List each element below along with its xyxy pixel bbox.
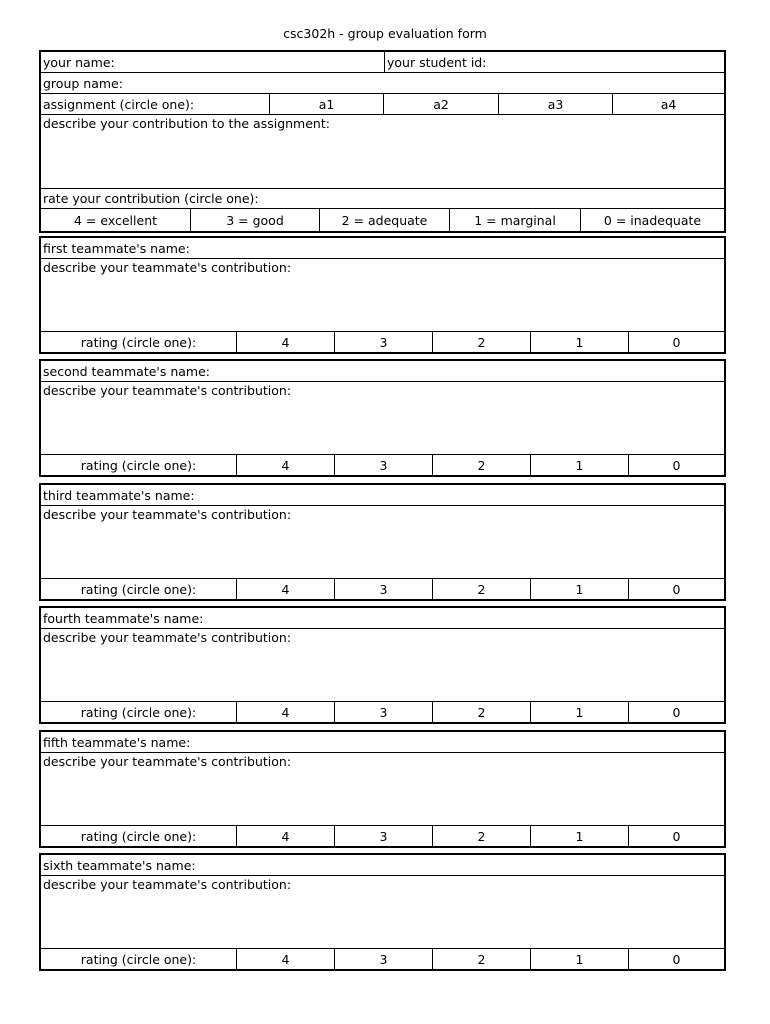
teammate-name-field[interactable]: fifth teammate's name:: [43, 734, 191, 750]
teammate-section-3: [39, 483, 726, 601]
rating-option-3[interactable]: 3: [334, 332, 432, 352]
rating-option-3[interactable]: 3: [334, 949, 432, 969]
teammate-name-field[interactable]: sixth teammate's name:: [43, 857, 196, 873]
rating-option-2[interactable]: 2: [432, 579, 530, 599]
rating-option-0[interactable]: 0: [628, 702, 724, 722]
rating-option-4[interactable]: 4: [236, 579, 334, 599]
teammate-rating-row: [41, 332, 724, 352]
teammate-name-field[interactable]: third teammate's name:: [43, 487, 195, 503]
teammate-describe-label: describe your teammate's contribution:: [43, 507, 292, 522]
assignment-label: assignment (circle one):: [43, 96, 195, 112]
rating-option-4[interactable]: 4: [236, 826, 334, 846]
self-rating-option-3[interactable]: 3 = good: [190, 209, 319, 231]
rate-label-row: [41, 189, 724, 209]
teammate-describe-area[interactable]: [41, 259, 724, 332]
teammate-describe-area[interactable]: [41, 753, 724, 826]
rating-option-0[interactable]: 0: [628, 332, 724, 352]
teammate-name-field[interactable]: second teammate's name:: [43, 363, 210, 379]
teammate-rating-row: [41, 826, 724, 846]
name-row: [41, 52, 724, 73]
teammate-describe-label: describe your teammate's contribution:: [43, 630, 292, 645]
rating-option-3[interactable]: 3: [334, 455, 432, 475]
teammate-section-1: [39, 236, 726, 354]
assignment-option-a2[interactable]: a2: [383, 94, 498, 114]
assignment-option-a4[interactable]: a4: [612, 94, 724, 114]
teammate-describe-label: describe your teammate's contribution:: [43, 877, 292, 892]
teammate-describe-area[interactable]: [41, 506, 724, 579]
rating-option-1[interactable]: 1: [530, 949, 628, 969]
rating-option-1[interactable]: 1: [530, 455, 628, 475]
rating-option-0[interactable]: 0: [628, 949, 724, 969]
teammate-name-field[interactable]: first teammate's name:: [43, 240, 190, 256]
self-describe-area[interactable]: [41, 115, 724, 189]
teammate-name-field[interactable]: fourth teammate's name:: [43, 610, 204, 626]
assignment-option-a1[interactable]: a1: [269, 94, 383, 114]
student-id-field[interactable]: your student id:: [384, 52, 724, 72]
assignment-row: [41, 94, 724, 115]
teammate-describe-label: describe your teammate's contribution:: [43, 260, 292, 275]
rating-option-2[interactable]: 2: [432, 455, 530, 475]
rating-option-0[interactable]: 0: [628, 455, 724, 475]
rating-label: rating (circle one):: [80, 581, 197, 597]
assignment-option-a3[interactable]: a3: [498, 94, 612, 114]
group-row: [41, 73, 724, 94]
rating-option-4[interactable]: 4: [236, 455, 334, 475]
form-title: csc302h - group evaluation form: [283, 26, 487, 41]
teammate-describe-label: describe your teammate's contribution:: [43, 383, 292, 398]
self-rating-option-0[interactable]: 0 = inadequate: [580, 209, 724, 231]
rating-option-3[interactable]: 3: [334, 579, 432, 599]
rating-option-2[interactable]: 2: [432, 826, 530, 846]
teammate-rating-row: [41, 949, 724, 969]
teammate-describe-area[interactable]: [41, 382, 724, 455]
teammate-section-5: [39, 730, 726, 848]
teammate-rating-row: [41, 702, 724, 722]
self-describe-label: describe your contribution to the assignment:: [43, 116, 330, 131]
self-rating-option-4[interactable]: 4 = excellent: [73, 212, 158, 228]
rating-option-2[interactable]: 2: [432, 949, 530, 969]
rating-option-2[interactable]: 2: [432, 702, 530, 722]
rating-option-4[interactable]: 4: [236, 332, 334, 352]
self-rating-option-2[interactable]: 2 = adequate: [319, 209, 449, 231]
rating-option-1[interactable]: 1: [530, 702, 628, 722]
rating-option-1[interactable]: 1: [530, 826, 628, 846]
rating-option-3[interactable]: 3: [334, 702, 432, 722]
teammate-describe-label: describe your teammate's contribution:: [43, 754, 292, 769]
your-name-field[interactable]: your name:: [43, 54, 115, 70]
teammate-rating-row: [41, 455, 724, 475]
self-rating-row: [41, 209, 724, 231]
rating-option-0[interactable]: 0: [628, 579, 724, 599]
self-rating-option-1[interactable]: 1 = marginal: [449, 209, 580, 231]
rating-option-2[interactable]: 2: [432, 332, 530, 352]
rating-option-3[interactable]: 3: [334, 826, 432, 846]
rating-option-4[interactable]: 4: [236, 702, 334, 722]
rating-option-1[interactable]: 1: [530, 332, 628, 352]
rating-label: rating (circle one):: [80, 457, 197, 473]
teammate-describe-area[interactable]: [41, 876, 724, 949]
rating-option-0[interactable]: 0: [628, 826, 724, 846]
rating-label: rating (circle one):: [80, 951, 197, 967]
group-name-field[interactable]: group name:: [43, 75, 123, 91]
rating-option-4[interactable]: 4: [236, 949, 334, 969]
teammate-describe-area[interactable]: [41, 629, 724, 702]
rating-label: rating (circle one):: [80, 334, 197, 350]
teammate-section-6: [39, 853, 726, 971]
rating-label: rating (circle one):: [80, 828, 197, 844]
teammate-section-2: [39, 359, 726, 477]
teammate-section-4: [39, 606, 726, 724]
teammate-rating-row: [41, 579, 724, 599]
rate-label: rate your contribution (circle one):: [43, 191, 259, 206]
self-evaluation-section: [39, 50, 726, 233]
rating-option-1[interactable]: 1: [530, 579, 628, 599]
rating-label: rating (circle one):: [80, 704, 197, 720]
